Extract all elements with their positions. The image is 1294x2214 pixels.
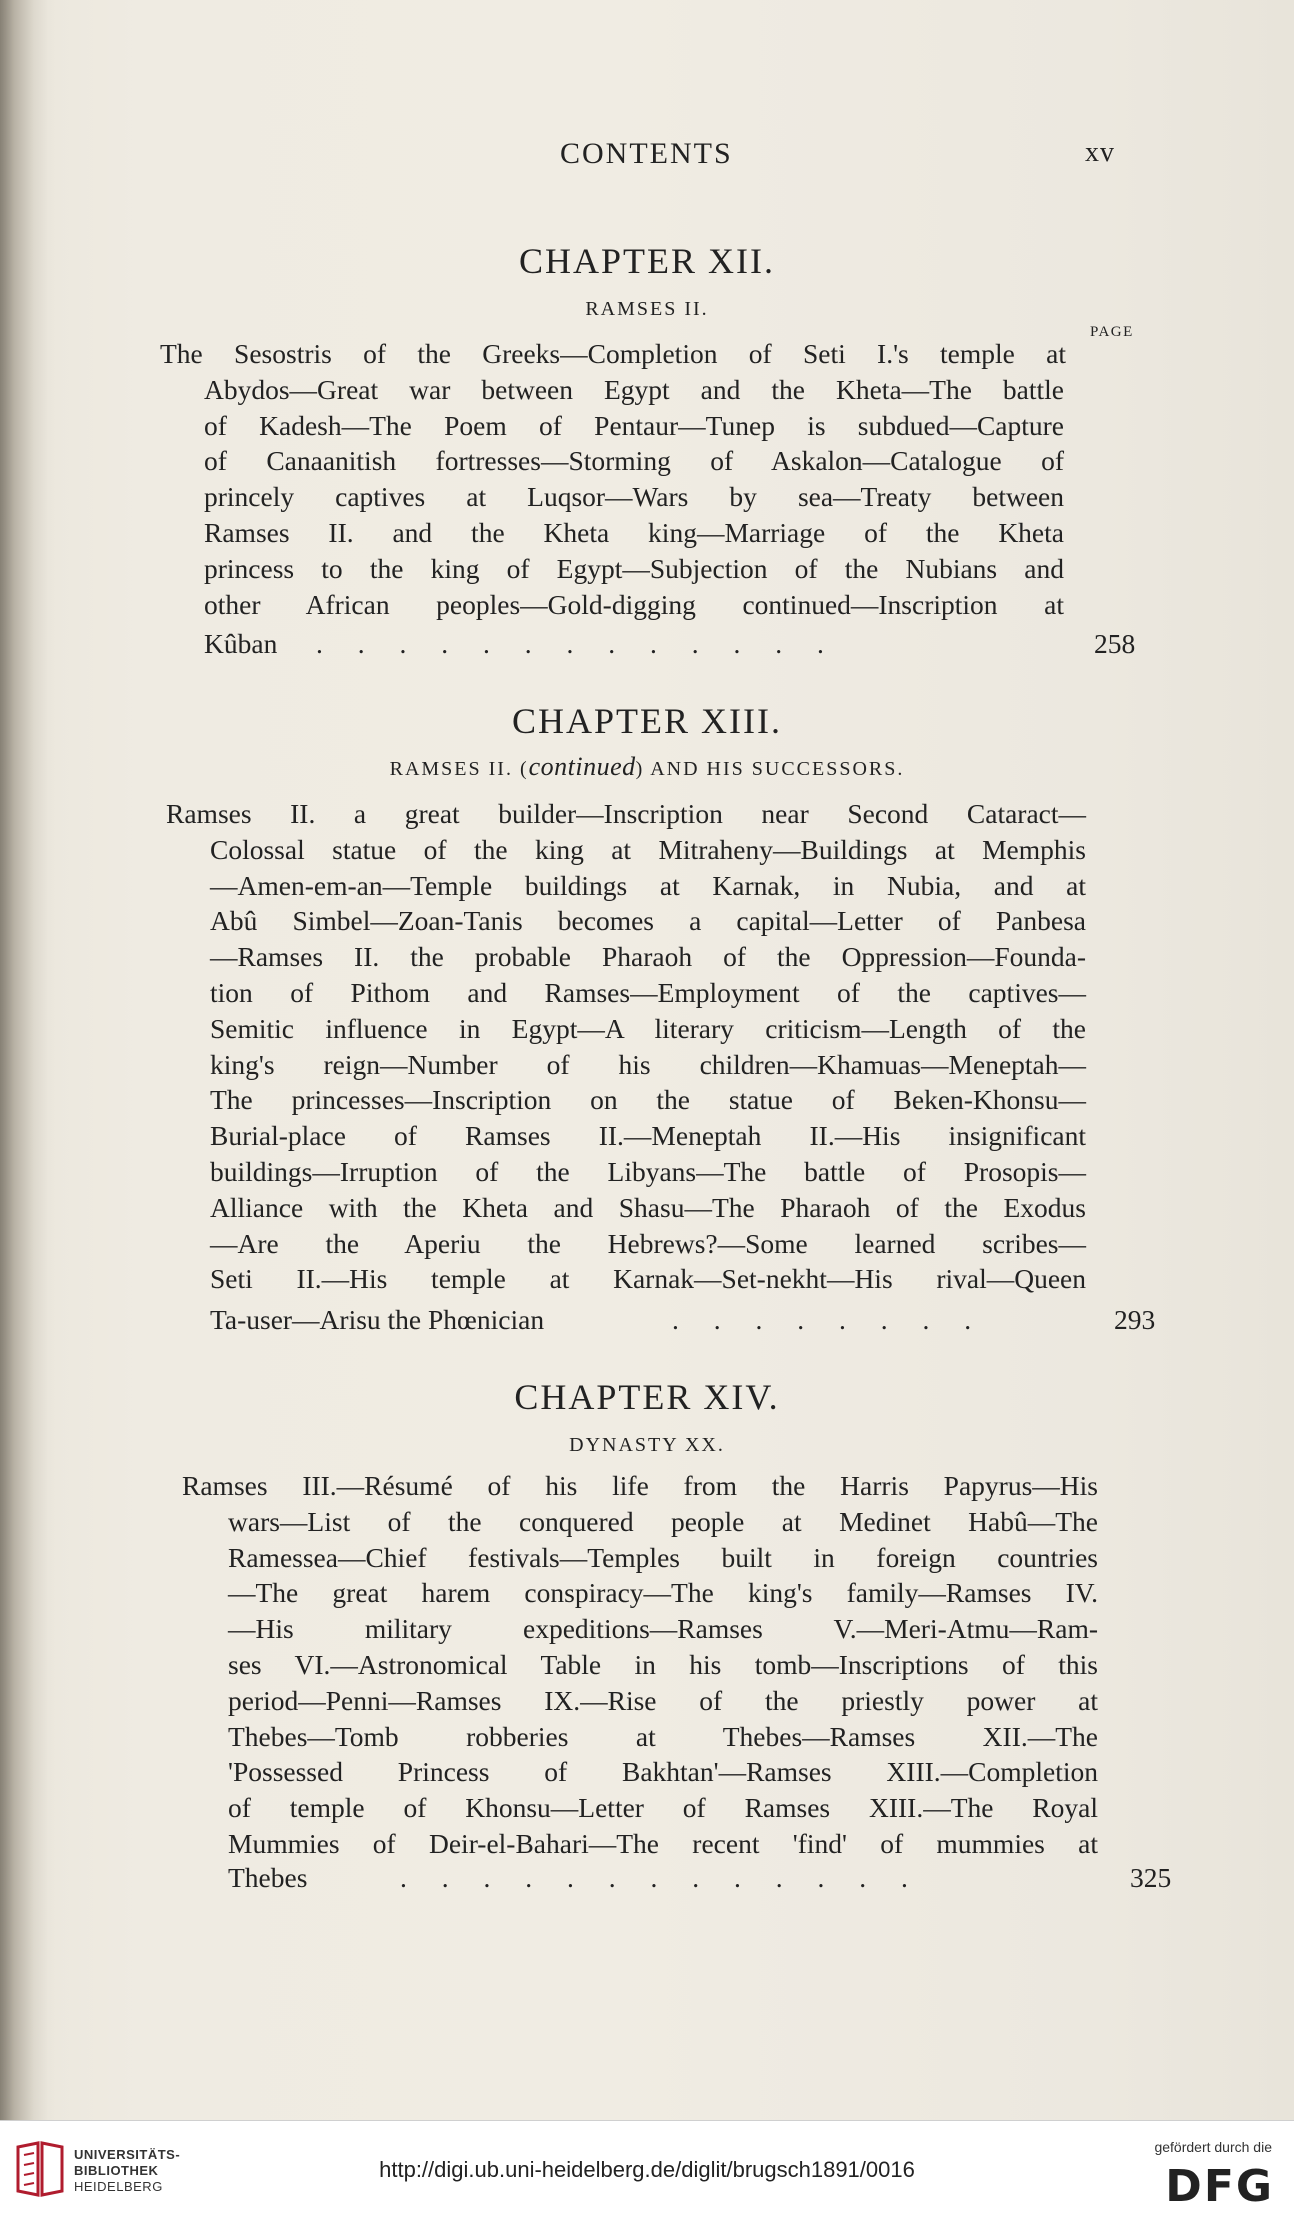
last-line-label: Ta-user—Arisu the Phœnician (210, 1304, 545, 1335)
summary-line: Thebes—Tomb robberies at Thebes—Ramses XII.—The (228, 1720, 1098, 1752)
summary-line: Abû Simbel—Zoan-Tanis becomes a capital—Letter of Panbesa (210, 905, 1086, 937)
chapter-summary (160, 336, 1066, 622)
page-number: 293 (1114, 1304, 1156, 1335)
summary-line: tion of Pithom and Ramses—Employment of the captives— (210, 976, 1086, 1008)
dot-leader: . . . . . . . . . . . . . (400, 1862, 922, 1893)
page-number: 325 (1130, 1862, 1172, 1893)
dot-leader: . . . . . . . . (672, 1304, 986, 1335)
summary-line: —Ramses II. the probable Pharaoh of the Oppression—Founda- (210, 941, 1086, 973)
last-line-label: Kûban (204, 628, 278, 659)
subtitle-italic: continued (528, 752, 636, 781)
running-head-title: CONTENTS (560, 137, 733, 170)
summary-line: Ramses III.—Résumé of his life from the Harris Papyrus—His (182, 1470, 1098, 1501)
summary-line: —Are the Aperiu the Hebrews?—Some learned scribes— (210, 1227, 1086, 1259)
summary-line: Colossal statue of the king at Mitraheny—Buildings at Memphis (210, 833, 1086, 865)
summary-line: period—Penni—Ramses IX.—Rise of the priestly power at (228, 1684, 1098, 1716)
subtitle-part: RAMSES II. ( (389, 758, 529, 780)
summary-line: Ramses II. a great builder—Inscription near Second Cataract— (166, 798, 1086, 829)
institution-line: HEIDELBERG (74, 2179, 163, 2194)
permalink-url[interactable]: http://digi.ub.uni-heidelberg.de/diglit/brugsch1891/0016 (379, 2157, 915, 2182)
chapter-title: CHAPTER XIII. (512, 701, 782, 741)
digital-library-footer (0, 2120, 1294, 2214)
summary-line: buildings—Irruption of the Libyans—The battle of Prosopis— (210, 1155, 1086, 1187)
summary-line: The princesses—Inscription on the statue of Beken-Khonsu— (210, 1084, 1086, 1116)
institution-line: UNIVERSITÄTS- (74, 2147, 181, 2162)
summary-line: princely captives at Luqsor—Wars by sea—Treaty between (204, 481, 1064, 513)
summary-line: Alliance with the Kheta and Shasu—The Pharaoh of the Exodus (210, 1191, 1086, 1223)
dfg-logo: DFG (1165, 2161, 1274, 2212)
funding-note: gefördert durch die (1154, 2139, 1272, 2155)
summary-line: Semitic influence in Egypt—A literary criticism—Length of the (210, 1012, 1086, 1044)
summary-line: king's reign—Number of his children—Khamuas—Meneptah— (210, 1048, 1086, 1080)
last-line-label: Thebes (228, 1862, 308, 1893)
summary-line: ses VI.—Astronomical Table in his tomb—Inscriptions of this (228, 1648, 1098, 1680)
summary-line: wars—List of the conquered people at Medinet Habû—The (228, 1505, 1098, 1537)
summary-line: of temple of Khonsu—Letter of Ramses XIII.—The Royal (228, 1792, 1098, 1824)
chapter-summary (182, 1468, 1098, 1862)
dot-leader: . . . . . . . . . . . . . (316, 628, 838, 659)
summary-line: —The great harem conspiracy—The king's family—Ramses IV. (228, 1577, 1098, 1609)
chapter-subtitle: DYNASTY XX. (569, 1434, 725, 1456)
chapter-title: CHAPTER XII. (519, 241, 775, 281)
summary-line: The Sesostris of the Greeks—Completion of Seti I.'s temple at (160, 338, 1066, 369)
summary-line: Burial-place of Ramses II.—Meneptah II.—His insignificant (210, 1120, 1086, 1152)
summary-line: Mummies of Deir-el-Bahari—The recent 'find' of mummies at (228, 1827, 1098, 1859)
summary-line: Abydos—Great war between Egypt and the Kheta—The battle (204, 373, 1064, 405)
page-column-label: PAGE (1090, 324, 1134, 340)
summary-line: —Amen-em-an—Temple buildings at Karnak, in Nubia, and at (210, 869, 1086, 901)
summary-line: Ramses II. and the Kheta king—Marriage of the Kheta (204, 516, 1064, 548)
summary-line: —His military expeditions—Ramses V.—Meri-Atmu—Ram- (228, 1613, 1098, 1645)
chapter-title: CHAPTER XIV. (514, 1377, 780, 1417)
summary-line: other African peoples—Gold-digging continued—Inscription at (204, 588, 1064, 620)
page-number: 258 (1094, 628, 1136, 659)
summary-line: Ramessea—Chief festivals—Temples built in foreign countries (228, 1541, 1098, 1573)
summary-line: Seti II.—His temple at Karnak—Set-nekht—His rival—Queen (210, 1263, 1086, 1295)
summary-line: of Canaanitish fortresses—Storming of Askalon—Catalogue of (204, 445, 1064, 477)
summary-line: 'Possessed Princess of Bakhtan'—Ramses XIII.—Completion (228, 1756, 1098, 1788)
chapter-subtitle (0, 752, 1294, 782)
chapter-summary (166, 796, 1086, 1297)
summary-line: princess to the king of Egypt—Subjection of the Nubians and (204, 552, 1064, 584)
subtitle-part: ) AND HIS SUCCESSORS. (635, 758, 905, 780)
summary-line: of Kadesh—The Poem of Pentaur—Tunep is subdued—Capture (204, 409, 1064, 441)
running-head (0, 137, 1294, 177)
page-folio: xv (1085, 137, 1115, 168)
chapter-subtitle: RAMSES II. (585, 298, 709, 320)
institution-line: BIBLIOTHEK (74, 2163, 159, 2178)
